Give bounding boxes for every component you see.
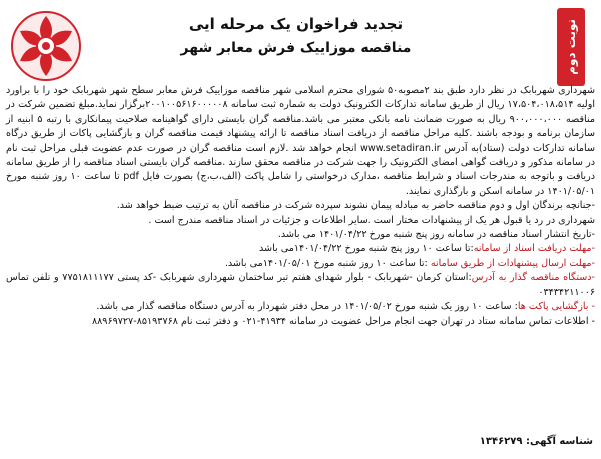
ad-body [6, 84, 595, 329]
ad-title-line2: مناقصه موزاییک فرش معابر شهر [180, 40, 412, 56]
list-item [6, 271, 595, 300]
item-text: -جنانچه برندگان اول و دوم مناقصه حاضر به مبادله پیمان نشوند سپرده شرکت در مناقصه آنان به ترتیب ضبط خواهد شد. [116, 200, 595, 212]
item-text: :تا ساعت ۱۰ روز شنبه مورخ ۱۴۰۱/۰۵/۰۱می باشد. [224, 257, 431, 269]
intro-paragraph: شهرداری شهربابک در نظر دارد طبق بند ۲مصوبه۵۰ شورای محترم اسلامی شهر مناقصه موزاییک فرش معابر سطح شهر شهربابک خود را با براورد اولیه ۱۷،۵۰۴،۰۱۸،۵۱۴ ریال از طریق سامانه تدارکات الکترونیک دولت به شماره ثبت سامانه ۲۰۰۱۰۰۵۶۱۶۰۰۰۰۰۸برگزار نماید.مبلغ تضمین شرکت در مناقصه ۹۰۰،۰۰۰،۰۰۰ ریال به صورت ضمانت نامه بانکی معتبر می باشد.مناقصه گران بایستی دارای گواهینامه صلاحیت پیمانکاری با رتبه ۵ ابنیه از سازمان برنامه و بودجه باشند .کلیه مراحل مناقصه از دریافت اسناد مناقصه تا ارائه پیشنهاد قیمت مناقصه گران و بازگشایی پاکات از طریق درگاه سامانه تدارکات دولت (ستاد)به آدرس www.setadiran.ir انجام خواهد شد .لازم است مناقصه گران در صورت عدم عضویت قبلی مراحل ثبت نام در سامانه مذکور و دریافت گواهی امضای الکترونیک را جهت شرکت در مناقصه محقق سازند .مناقصه گران بایستی اسناد مناقصه را از طریق سامانه دریافت و باتوجه به مندرجات اسناد و شرایط مناقصه ،مدارک درخواستی را شامل پاکت (الف،ب،ج) بصورت فایل pdf تا ساعت ۱۰ روز شنبه مورخ ۱۴۰۱/۰۵/۰۱ در سامانه اسکن و بارگذاری نمایند. [6, 85, 596, 197]
item-text: :تا ساعت ۱۰ روز پنج شنبه مورخ ۱۴۰۱/۰۴/۲۲می باشد [259, 243, 474, 255]
ad-title-line1: تجدید فراخوان یک مرحله ایی [188, 15, 404, 33]
list-item [6, 300, 595, 314]
ad-header [0, 6, 601, 92]
item-text: : ساعت ۱۰ روز یک شنبه مورخ ۱۴۰۱/۰۵/۰۲ در محل دفتر شهردار به آدرس دستگاه مناقصه گذار می باشد. [96, 301, 518, 313]
item-text: :استان کرمان -شهربابک - بلوار شهدای هفتم تیر ساختمان شهرداری شهربابک -کد پستی ۷۷۵۱۸۱۱۱۷۷ و تلفن تماس ۰۳۴۳۴۲۱۱۰۰۶ [6, 272, 595, 298]
ad-title-block [150, 12, 442, 74]
list-item [6, 315, 595, 329]
list-item [6, 242, 595, 256]
round-badge-label: نوبت دوم [564, 19, 578, 75]
item-heading: - بازگشایی پاکت ها [517, 301, 595, 313]
item-heading: -مهلت دریافت اسناد از سامانه [473, 243, 595, 255]
list-item [6, 199, 595, 213]
ad-id: شناسه آگهی: ۱۳۴۶۲۷۹ [479, 436, 593, 447]
item-text: شهرداری در رد یا قبول هر یک از پیشنهادات مختار است .سایر اطلاعات و جزئیات در اسناد مناقصه مندرج است . [148, 214, 595, 226]
item-heading: -دستگاه مناقصه گذار به آدرس [471, 272, 596, 284]
list-item [6, 257, 595, 271]
round-badge [557, 8, 585, 86]
municipality-emblem-icon [6, 6, 86, 86]
item-text: -تاریخ انتشار اسناد مناقصه در سامانه روز پنج شنبه مورخ ۱۴۰۱/۰۴/۲۲ می باشد. [277, 229, 595, 241]
list-item [6, 214, 595, 228]
item-heading: -مهلت ارسال پیشنهادات از طریق سامانه [430, 257, 595, 269]
list-item [6, 228, 595, 242]
item-text: - اطلاعات تماس سامانه ستاد در تهران جهت انجام مراحل عضویت در سامانه ۴۱۹۳۴-۰۲۱ و دفتر ثبت نام ۸۵۱۹۳۷۶۸-۸۸۹۶۹۷۲۷ [91, 315, 595, 327]
